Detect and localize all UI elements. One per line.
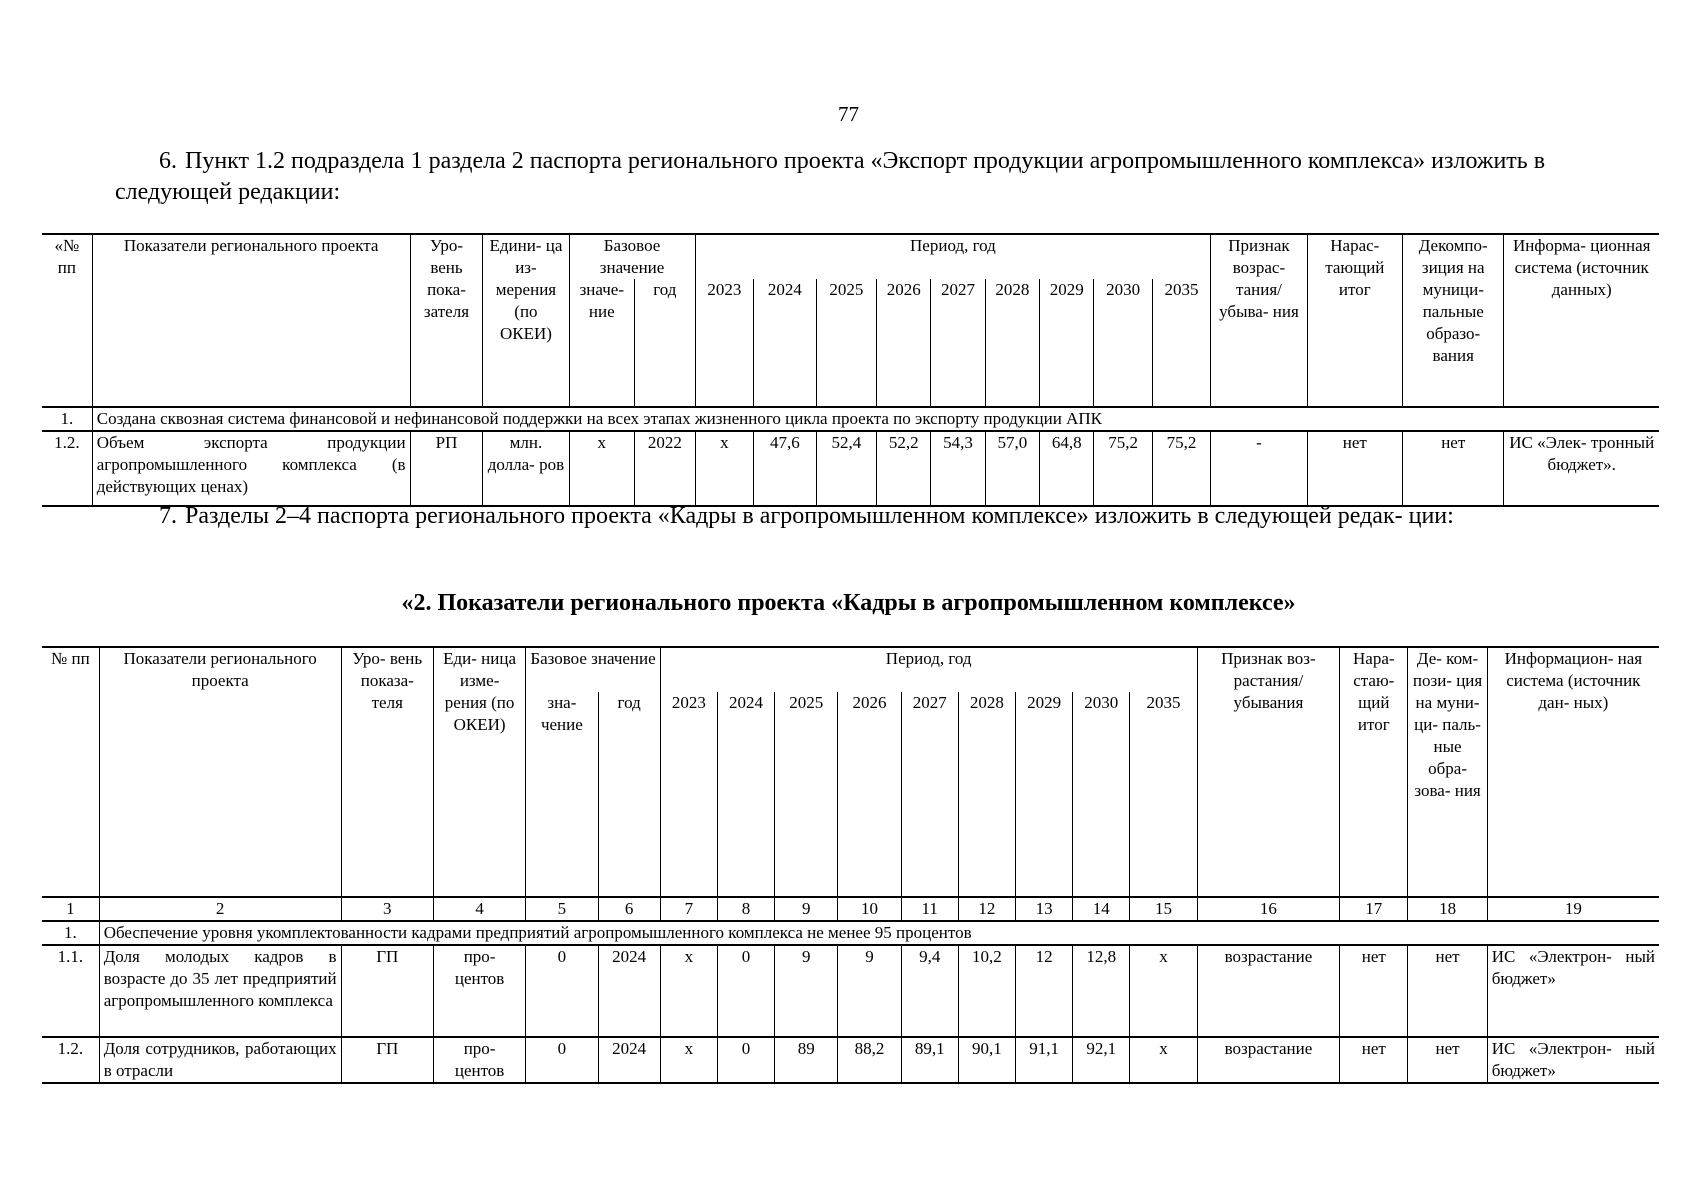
row-num: 1.1.	[42, 945, 99, 1037]
row-decomposition: нет	[1402, 431, 1504, 506]
row-year-value: х	[660, 1037, 717, 1083]
column-number: 19	[1487, 897, 1659, 921]
header-year: 2028	[958, 692, 1015, 897]
row-decomposition: нет	[1408, 945, 1487, 1037]
row-info-system: ИС «Электрон- ный бюджет»	[1487, 945, 1659, 1037]
section-title: Создана сквозная система финансовой и нефинансовой поддержки на всех этапах жизненного цикла проекта по экспорту продукции АПК	[92, 407, 1659, 431]
row-num: 1.2.	[42, 1037, 99, 1083]
row-year-value: 52,2	[877, 431, 931, 506]
row-sign: возрастание	[1197, 1037, 1340, 1083]
header-year: 2026	[838, 692, 901, 897]
row-year-value: х	[1130, 1037, 1197, 1083]
row-base-year: 2024	[598, 1037, 660, 1083]
export-indicators-table	[42, 233, 1659, 507]
header-base-year: год	[598, 692, 660, 897]
row-unit: про- центов	[433, 945, 525, 1037]
header-base-value: зна- чение	[526, 692, 598, 897]
header-decomposition: Де- ком- пози- ция на муни- ци- паль- ные обра- зова- ния	[1408, 647, 1487, 897]
header-info-system: Информа- ционная система (источник данных)	[1504, 234, 1659, 407]
header-year: 2028	[985, 279, 1039, 407]
paragraph-6-text: Пункт 1.2 подраздела 1 раздела 2 паспорта регионального проекта «Экспорт продукции агропромышленного комплекса» изложить в следующей редакции:	[115, 148, 1546, 205]
column-number: 15	[1130, 897, 1197, 921]
row-year-value: 10,2	[958, 945, 1015, 1037]
row-level: ГП	[341, 1037, 433, 1083]
row-year-value: 57,0	[985, 431, 1039, 506]
header-year: 2035	[1152, 279, 1210, 407]
column-number: 5	[526, 897, 598, 921]
header-sign: Признак воз- растания/ убывания	[1197, 647, 1340, 897]
column-numbers-row	[42, 897, 1659, 921]
row-base-year: 2022	[635, 431, 696, 506]
header-year: 2030	[1094, 279, 1152, 407]
header-year: 2024	[754, 279, 817, 407]
header-num: № пп	[42, 647, 99, 897]
row-year-value: 9	[838, 945, 901, 1037]
column-number: 13	[1016, 897, 1073, 921]
row-year-value: 9	[775, 945, 838, 1037]
header-year: 2023	[695, 279, 753, 407]
header-year: 2025	[816, 279, 876, 407]
header-period: Период, год	[660, 647, 1197, 692]
row-year-value: 90,1	[958, 1037, 1015, 1083]
row-year-value: 91,1	[1016, 1037, 1073, 1083]
column-number: 14	[1073, 897, 1130, 921]
column-number: 12	[958, 897, 1015, 921]
header-year: 2029	[1016, 692, 1073, 897]
row-info-system: ИС «Элек- тронный бюджет».	[1504, 431, 1659, 506]
row-indicator: Объем экспорта продукции агропромышленного комплекса (в действующих ценах)	[92, 431, 410, 506]
header-base-value: значе- ние	[569, 279, 635, 407]
row-year-value: 89	[775, 1037, 838, 1083]
personnel-indicators-table	[42, 646, 1659, 1084]
header-year: 2030	[1073, 692, 1130, 897]
row-cumulative: нет	[1340, 945, 1408, 1037]
header-num: «№ пп	[42, 234, 92, 407]
row-year-value: 92,1	[1073, 1037, 1130, 1083]
row-year-value: 9,4	[901, 945, 958, 1037]
header-level: Уро- вень пока- зателя	[410, 234, 483, 407]
row-base-value: 0	[526, 1037, 598, 1083]
header-year: 2024	[717, 692, 774, 897]
row-year-value: 47,6	[754, 431, 817, 506]
row-year-value: 88,2	[838, 1037, 901, 1083]
row-year-value: 12	[1016, 945, 1073, 1037]
row-year-value: 52,4	[816, 431, 876, 506]
column-number: 7	[660, 897, 717, 921]
section-title: Обеспечение уровня укомплектованности кадрами предприятий агропромышленного комплекса не менее 95 процентов	[99, 921, 1659, 945]
header-indicator: Показатели регионального проекта	[92, 234, 410, 407]
row-unit: млн. долла- ров	[483, 431, 569, 506]
row-year-value: 12,8	[1073, 945, 1130, 1037]
row-sign: -	[1211, 431, 1307, 506]
header-info-system: Информацион- ная система (источник дан- ных)	[1487, 647, 1659, 897]
header-year: 2026	[877, 279, 931, 407]
header-year: 2023	[660, 692, 717, 897]
row-sign: возрастание	[1197, 945, 1340, 1037]
header-sign: Признак возрас- тания/ убыва- ния	[1211, 234, 1307, 407]
row-base-value: 0	[526, 945, 598, 1037]
header-year: 2035	[1130, 692, 1197, 897]
header-base-year: год	[635, 279, 696, 407]
row-year-value: 0	[717, 945, 774, 1037]
header-year: 2025	[775, 692, 838, 897]
section-row	[42, 407, 1659, 431]
row-decomposition: нет	[1408, 1037, 1487, 1083]
column-number: 8	[717, 897, 774, 921]
section-num: 1.	[42, 921, 99, 945]
header-decomposition: Декомпо- зиция на муници- пальные образо- вания	[1402, 234, 1504, 407]
column-number: 6	[598, 897, 660, 921]
row-year-value: х	[660, 945, 717, 1037]
paragraph-7-number: 7.	[159, 503, 177, 529]
column-number: 1	[42, 897, 99, 921]
column-number: 10	[838, 897, 901, 921]
page-number: 77	[838, 102, 859, 126]
row-level: ГП	[341, 945, 433, 1037]
header-unit: Еди- ница изме- рения (по ОКЕИ)	[433, 647, 525, 897]
header-year: 2027	[931, 279, 985, 407]
row-info-system: ИС «Электрон- ный бюджет»	[1487, 1037, 1659, 1083]
paragraph-7	[115, 501, 1585, 532]
column-number: 4	[433, 897, 525, 921]
row-year-value: 0	[717, 1037, 774, 1083]
header-level: Уро- вень показа- теля	[341, 647, 433, 897]
header-unit: Едини- ца из- мерения (по ОКЕИ)	[483, 234, 569, 407]
table-row	[42, 945, 1659, 1037]
row-indicator: Доля сотрудников, работающих в отрасли	[99, 1037, 341, 1083]
header-year: 2027	[901, 692, 958, 897]
table-row	[42, 431, 1659, 506]
row-cumulative: нет	[1340, 1037, 1408, 1083]
row-level: РП	[410, 431, 483, 506]
paragraph-6-number: 6.	[159, 148, 177, 174]
header-cumulative: Нарас- тающий итог	[1307, 234, 1402, 407]
column-number: 17	[1340, 897, 1408, 921]
row-unit: про- центов	[433, 1037, 525, 1083]
paragraph-7-text: Разделы 2–4 паспорта регионального проекта «Кадры в агропромышленном комплексе» изложить в следующей редак- ции:	[185, 503, 1454, 529]
column-number: 3	[341, 897, 433, 921]
row-year-value: х	[695, 431, 753, 506]
header-indicator: Показатели регионального проекта	[99, 647, 341, 897]
table-row	[42, 1037, 1659, 1083]
header-base: Базовое значение	[526, 647, 661, 692]
section-heading: «2. Показатели регионального проекта «Кадры в агропромышленном комплексе»	[401, 590, 1296, 616]
paragraph-6	[115, 146, 1585, 208]
row-year-value: 75,2	[1094, 431, 1152, 506]
column-number: 9	[775, 897, 838, 921]
section-num: 1.	[42, 407, 92, 431]
header-cumulative: Нара- стаю- щий итог	[1340, 647, 1408, 897]
row-year-value: 75,2	[1152, 431, 1210, 506]
row-year-value: 64,8	[1040, 431, 1094, 506]
column-number: 2	[99, 897, 341, 921]
row-year-value: 54,3	[931, 431, 985, 506]
column-number: 18	[1408, 897, 1487, 921]
header-base: Базовое значение	[569, 234, 695, 279]
row-num: 1.2.	[42, 431, 92, 506]
section-row	[42, 921, 1659, 945]
header-period: Период, год	[695, 234, 1211, 279]
column-number: 11	[901, 897, 958, 921]
row-cumulative: нет	[1307, 431, 1402, 506]
row-base-value: х	[569, 431, 635, 506]
row-base-year: 2024	[598, 945, 660, 1037]
header-year: 2029	[1040, 279, 1094, 407]
column-number: 16	[1197, 897, 1340, 921]
row-year-value: 89,1	[901, 1037, 958, 1083]
row-year-value: х	[1130, 945, 1197, 1037]
row-indicator: Доля молодых кадров в возрасте до 35 лет предприятий агропромышленного комплекса	[99, 945, 341, 1037]
